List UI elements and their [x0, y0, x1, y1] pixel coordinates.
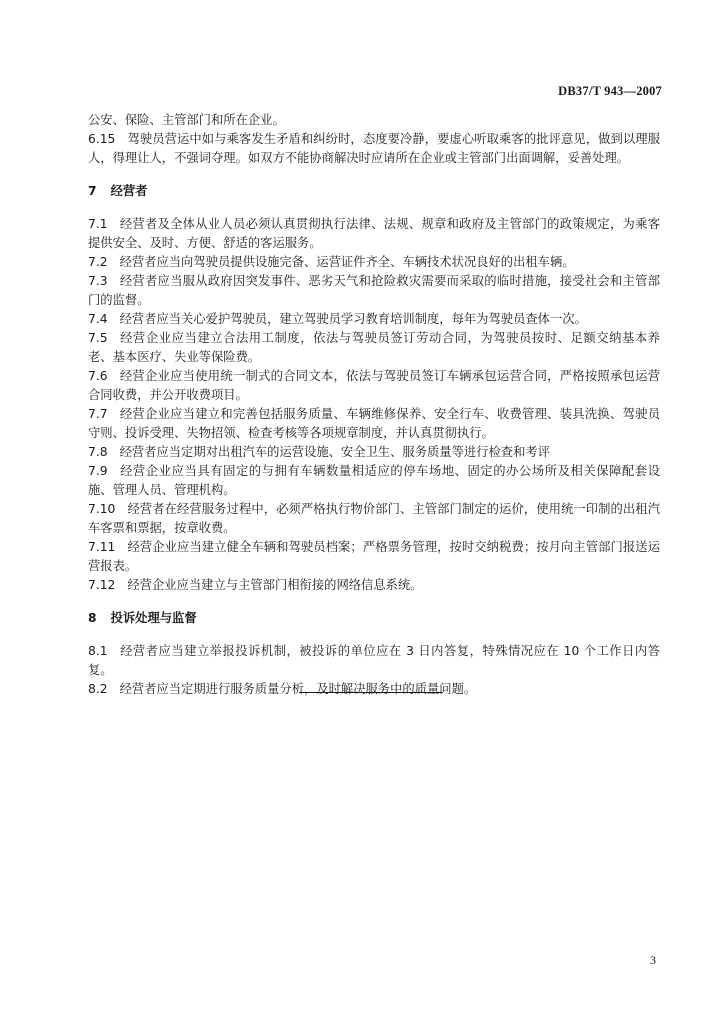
clause-number: 7.1	[88, 217, 108, 231]
clause-text: 驾驶员营运中如与乘客发生矛盾和纠纷时，态度要冷静，要虚心听取乘客的批评意见，做到以理服人，得理让人，不强词夺理。如双方不能协商解决时应请所在企业或主管部门出面调解，妥善处理。	[88, 132, 660, 165]
clause-number: 7.9	[88, 464, 108, 478]
section-number: 8	[88, 611, 97, 625]
clause-number: 7.2	[88, 255, 108, 269]
clause-7-12	[88, 576, 660, 595]
clause-number: 7.10	[88, 502, 116, 516]
clause-text: 经营者应当关心爱护驾驶员，建立驾驶员学习教育培训制度，每年为驾驶员查体一次。	[119, 312, 587, 326]
clause-8-1	[88, 642, 660, 680]
clause-text: 经营者应当定期进行服务质量分析，及时解决服务中的质量问题。	[119, 682, 477, 696]
clause-text: 经营企业应当建立和完善包括服务质量、车辆维修保养、安全行车、收费管理、装具洗换、驾驶员守则、投诉受理、失物招领、检查考核等各项规章制度，并认真贯彻执行。	[88, 407, 660, 440]
clause-7-6	[88, 367, 660, 405]
clause-text: 经营者应当建立举报投诉机制，被投诉的单位应在 3 日内答复，特殊情况应在 10 个工作日内答复。	[88, 644, 660, 677]
clause-7-3	[88, 272, 660, 310]
clause-7-8	[88, 443, 660, 462]
clause-number: 7.8	[88, 445, 108, 459]
clause-text: 经营者应当向驾驶员提供设施完备、运营证件齐全、车辆技术状况良好的出租车辆。	[119, 255, 575, 269]
continuation-text: 公安、保险、主管部门和所在企业。	[88, 113, 285, 127]
clause-number: 6.15	[88, 132, 116, 146]
clause-number: 7.12	[88, 578, 116, 592]
clause-7-11	[88, 538, 660, 576]
section-8-heading	[88, 609, 660, 628]
section-number: 7	[88, 184, 97, 198]
clause-text: 经营企业应当建立合法用工制度，依法与驾驶员签订劳动合同，为驾驶员按时、足额交纳基本养老、基本医疗、失业等保险费。	[88, 331, 660, 364]
clause-number: 8.1	[88, 644, 108, 658]
clause-number: 7.4	[88, 312, 108, 326]
clause-number: 7.5	[88, 331, 108, 345]
clause-text: 经营者在经营服务过程中，必须严格执行物价部门、主管部门制定的运价，使用统一印制的出租汽车客票和票据，按章收费。	[88, 502, 660, 535]
section-title: 经营者	[110, 184, 148, 198]
document-body	[88, 111, 660, 699]
clause-7-4	[88, 310, 660, 329]
end-of-document-rule	[299, 692, 443, 693]
clause-number: 7.3	[88, 274, 108, 288]
clause-7-1	[88, 215, 660, 253]
clause-text: 经营企业应当建立健全车辆和驾驶员档案；严格票务管理，按时交纳税费；按月向主管部门报送运营报表。	[88, 540, 660, 573]
clause-text: 经营者应当定期对出租汽车的运营设施、安全卫生、服务质量等进行检查和考评	[119, 445, 550, 459]
clause-8-2	[88, 680, 660, 699]
clause-7-10	[88, 500, 660, 538]
standard-code: DB37/T 943—2007	[558, 84, 662, 98]
clause-7-2	[88, 253, 660, 272]
section-7-heading	[88, 182, 660, 201]
clause-7-5	[88, 329, 660, 367]
clause-number: 7.7	[88, 407, 108, 421]
page-number: 3	[650, 953, 656, 967]
clause-7-9	[88, 462, 660, 500]
clause-text: 经营企业应当建立与主管部门相衔接的网络信息系统。	[127, 578, 423, 592]
clause-7-7	[88, 405, 660, 443]
clause-number: 7.6	[88, 369, 108, 383]
clause-text: 经营企业应当使用统一制式的合同文本，依法与驾驶员签订车辆承包运营合同，严格按照承包运营合同收费，并公开收费项目。	[88, 369, 660, 402]
section-title: 投诉处理与监督	[110, 611, 197, 625]
clause-text: 经营者及全体从业人员必须认真贯彻执行法律、法规、规章和政府及主管部门的政策规定，为乘客提供安全、及时、方便、舒适的客运服务。	[88, 217, 660, 250]
clause-number: 7.11	[88, 540, 116, 554]
clause-text: 经营者应当服从政府因突发事件、恶劣天气和抢险救灾需要而采取的临时措施，接受社会和主管部门的监督。	[88, 274, 660, 307]
clause-6-15	[88, 130, 660, 168]
clause-text: 经营企业应当具有固定的与拥有车辆数量相适应的停车场地、固定的办公场所及相关保障配套设施、管理人员、管理机构。	[88, 464, 660, 497]
clause-number: 8.2	[88, 682, 108, 696]
